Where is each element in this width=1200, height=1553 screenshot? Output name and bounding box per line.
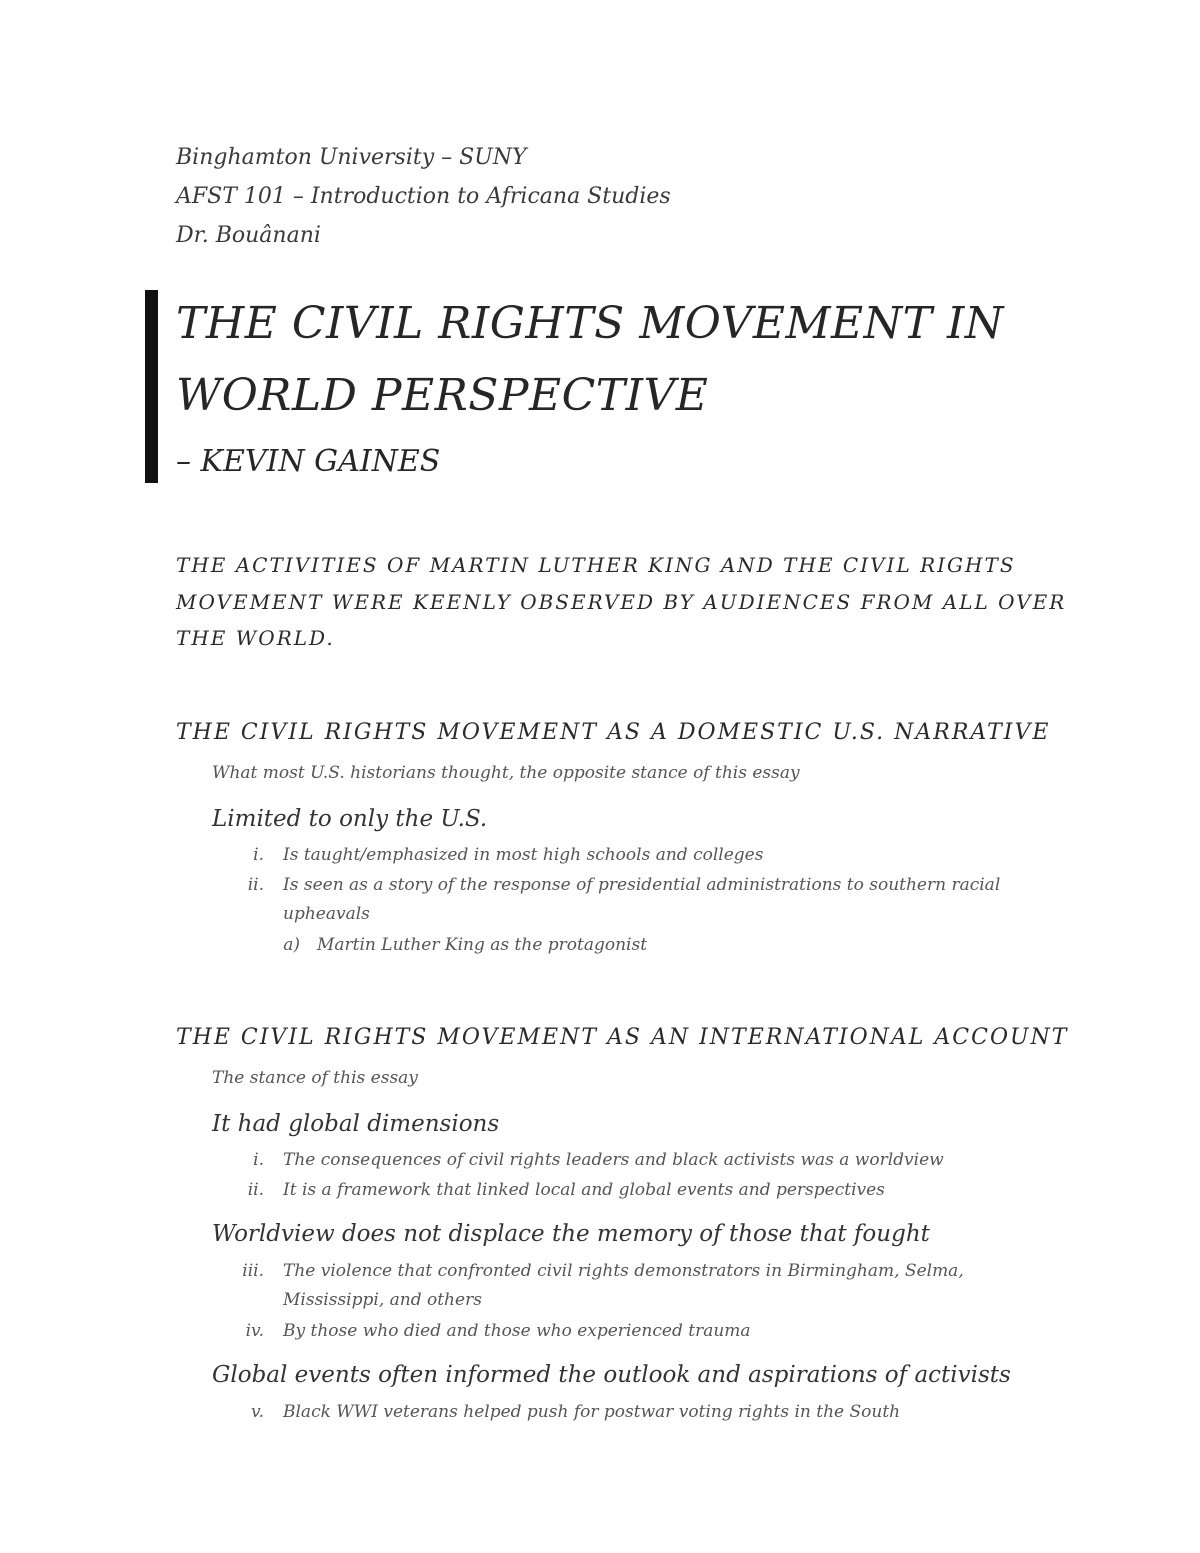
list-number: ii. [247, 875, 264, 895]
section2-point3: Global events often informed the outlook and aspirations of activists [212, 1362, 1011, 1388]
list-number: ii. [247, 1180, 264, 1200]
list-item: Black WWI veterans helped push for postwar voting rights in the South [283, 1402, 901, 1422]
list-subitem: Martin Luther King as the protagonist [317, 935, 648, 955]
list-number: i. [253, 845, 264, 865]
list-item-continuation: Mississippi, and others [283, 1290, 482, 1310]
list-number: i. [253, 1150, 264, 1170]
section1-point1: Limited to only the U.S. [212, 806, 488, 832]
list-item: The consequences of civil rights leaders and black activists was a worldview [283, 1150, 944, 1170]
section2-point1: It had global dimensions [212, 1111, 500, 1137]
page-title-line2: WORLD PERSPECTIVE [176, 370, 709, 421]
header-course: AFST 101 – Introduction to Africana Studies [176, 184, 671, 209]
page-title-line1: THE CIVIL RIGHTS MOVEMENT IN [176, 298, 1004, 349]
section1-subtitle: What most U.S. historians thought, the opposite stance of this essay [212, 763, 800, 783]
list-number: iv. [245, 1321, 264, 1341]
list-number: v. [251, 1402, 264, 1422]
section2-point2: Worldview does not displace the memory of those that fought [212, 1221, 930, 1247]
section2-subtitle: The stance of this essay [212, 1068, 418, 1088]
intro-line1: THE ACTIVITIES OF MARTIN LUTHER KING AND THE CIVIL RIGHTS [176, 553, 1016, 577]
header-instructor: Dr. Bouânani [176, 223, 321, 248]
section1-heading: THE CIVIL RIGHTS MOVEMENT AS A DOMESTIC U.S. NARRATIVE [176, 720, 1051, 745]
list-number: a) [283, 935, 300, 955]
page-author: – KEVIN GAINES [176, 444, 441, 479]
title-accent-bar [145, 290, 158, 483]
list-number: iii. [242, 1261, 264, 1281]
header-university: Binghamton University – SUNY [176, 145, 527, 170]
intro-line2: MOVEMENT WERE KEENLY OBSERVED BY AUDIENCES FROM ALL OVER [176, 590, 1067, 614]
list-item: Is taught/emphasized in most high schools and colleges [283, 845, 764, 865]
list-item: The violence that confronted civil rights demonstrators in Birmingham, Selma, [283, 1261, 964, 1281]
list-item: By those who died and those who experienced trauma [283, 1321, 751, 1341]
intro-line3: THE WORLD. [176, 626, 335, 650]
list-item: Is seen as a story of the response of presidential administrations to southern racial [283, 875, 1001, 895]
list-item: It is a framework that linked local and global events and perspectives [283, 1180, 885, 1200]
section2-heading: THE CIVIL RIGHTS MOVEMENT AS AN INTERNATIONAL ACCOUNT [176, 1025, 1069, 1050]
list-item-continuation: upheavals [283, 904, 370, 924]
